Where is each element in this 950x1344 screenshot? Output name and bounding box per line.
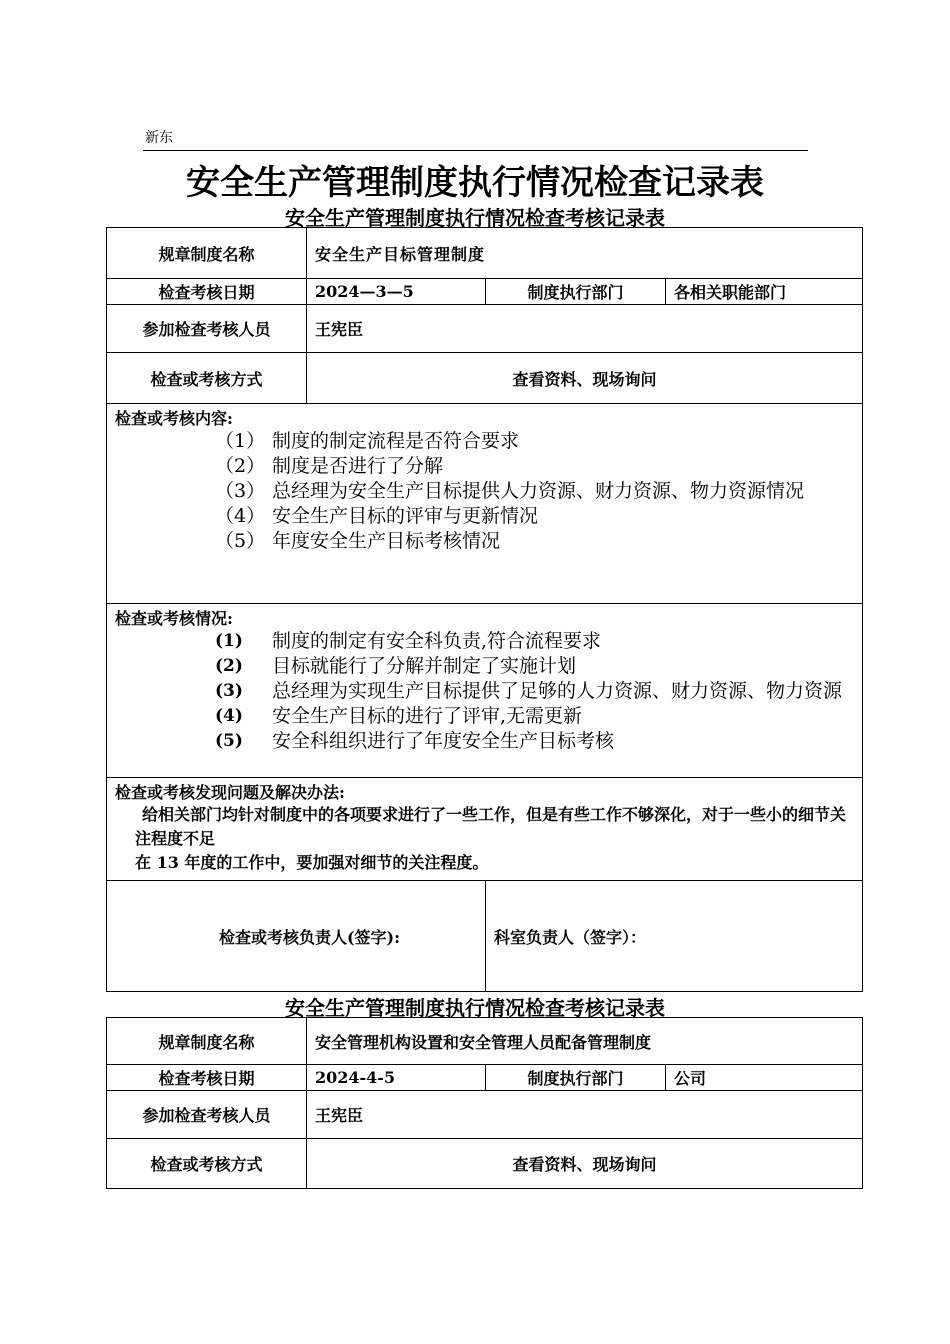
- situation-heading: 检查或考核情况:: [115, 609, 233, 628]
- label-participants: 参加检查考核人员: [107, 1091, 307, 1139]
- content-section: [107, 404, 863, 604]
- findings-section: [107, 778, 863, 881]
- list-item: （4） 安全生产目标的评审与更新情况: [215, 505, 539, 527]
- list-item: （2） 制度是否进行了分解: [215, 455, 444, 477]
- signature-dept-head: 科室负责人（签字）：: [486, 881, 863, 992]
- signature-checker: 检查或考核负责人(签字):: [107, 881, 486, 992]
- label-exec-dept: 制度执行部门: [486, 279, 666, 305]
- findings-text: 给相关部门均针对制度中的各项要求进行了一些工作，但是有些工作不够深化，对于一些小的细节关注程度不足: [135, 805, 847, 848]
- page-title: 安全生产管理制度执行情况检查记录表: [186, 163, 764, 203]
- exec-dept: 公司: [666, 1065, 863, 1091]
- check-method: 查看资料、现场询问: [307, 353, 863, 404]
- header-company: 新东: [145, 130, 173, 146]
- check-date: 2024-4-5: [307, 1065, 486, 1091]
- check-method: 查看资料、现场询问: [307, 1139, 863, 1189]
- list-item: (2) 目标就能行了分解并制定了实施计划: [215, 655, 577, 677]
- list-item: (1) 制度的制定有安全科负责,符合流程要求: [215, 630, 602, 652]
- label-participants: 参加检查考核人员: [107, 305, 307, 353]
- findings-solution: 在 13 年度的工作中，要加强对细节的关注程度。: [135, 853, 489, 872]
- list-item: (3) 总经理为实现生产目标提供了足够的人力资源、财力资源、物力资源: [215, 680, 843, 702]
- label-check-date: 检查考核日期: [107, 1065, 307, 1091]
- record2-subtitle: 安全生产管理制度执行情况检查考核记录表: [285, 996, 665, 1020]
- exec-dept: 各相关职能部门: [666, 279, 863, 305]
- list-item: （1） 制度的制定流程是否符合要求: [215, 430, 520, 452]
- label-check-method: 检查或考核方式: [107, 1139, 307, 1189]
- label-rule-name: 规章制度名称: [107, 1018, 307, 1065]
- label-check-date: 检查考核日期: [107, 279, 307, 305]
- rule-name: 安全生产目标管理制度: [307, 228, 863, 279]
- content-heading: 检查或考核内容:: [115, 409, 233, 428]
- list-item: (5) 安全科组织进行了年度安全生产目标考核: [215, 730, 615, 752]
- record1-table: [106, 227, 863, 992]
- label-rule-name: 规章制度名称: [107, 228, 307, 279]
- rule-name: 安全管理机构设置和安全管理人员配备管理制度: [307, 1018, 863, 1065]
- list-item: (4) 安全生产目标的进行了评审,无需更新: [215, 705, 583, 727]
- participants: 王宪臣: [307, 1091, 863, 1139]
- situation-section: [107, 604, 863, 778]
- findings-heading: 检查或考核发现问题及解决办法:: [115, 783, 345, 802]
- record2-table: [106, 1017, 863, 1189]
- list-item: （5） 年度安全生产目标考核情况: [215, 530, 501, 552]
- list-item: （3） 总经理为安全生产目标提供人力资源、财力资源、物力资源情况: [215, 480, 805, 502]
- record1-subtitle: 安全生产管理制度执行情况检查考核记录表: [285, 206, 665, 230]
- check-date: 2024—3—5: [307, 279, 486, 305]
- label-exec-dept: 制度执行部门: [486, 1065, 666, 1091]
- header-rule: [143, 150, 808, 151]
- participants: 王宪臣: [307, 305, 863, 353]
- label-check-method: 检查或考核方式: [107, 353, 307, 404]
